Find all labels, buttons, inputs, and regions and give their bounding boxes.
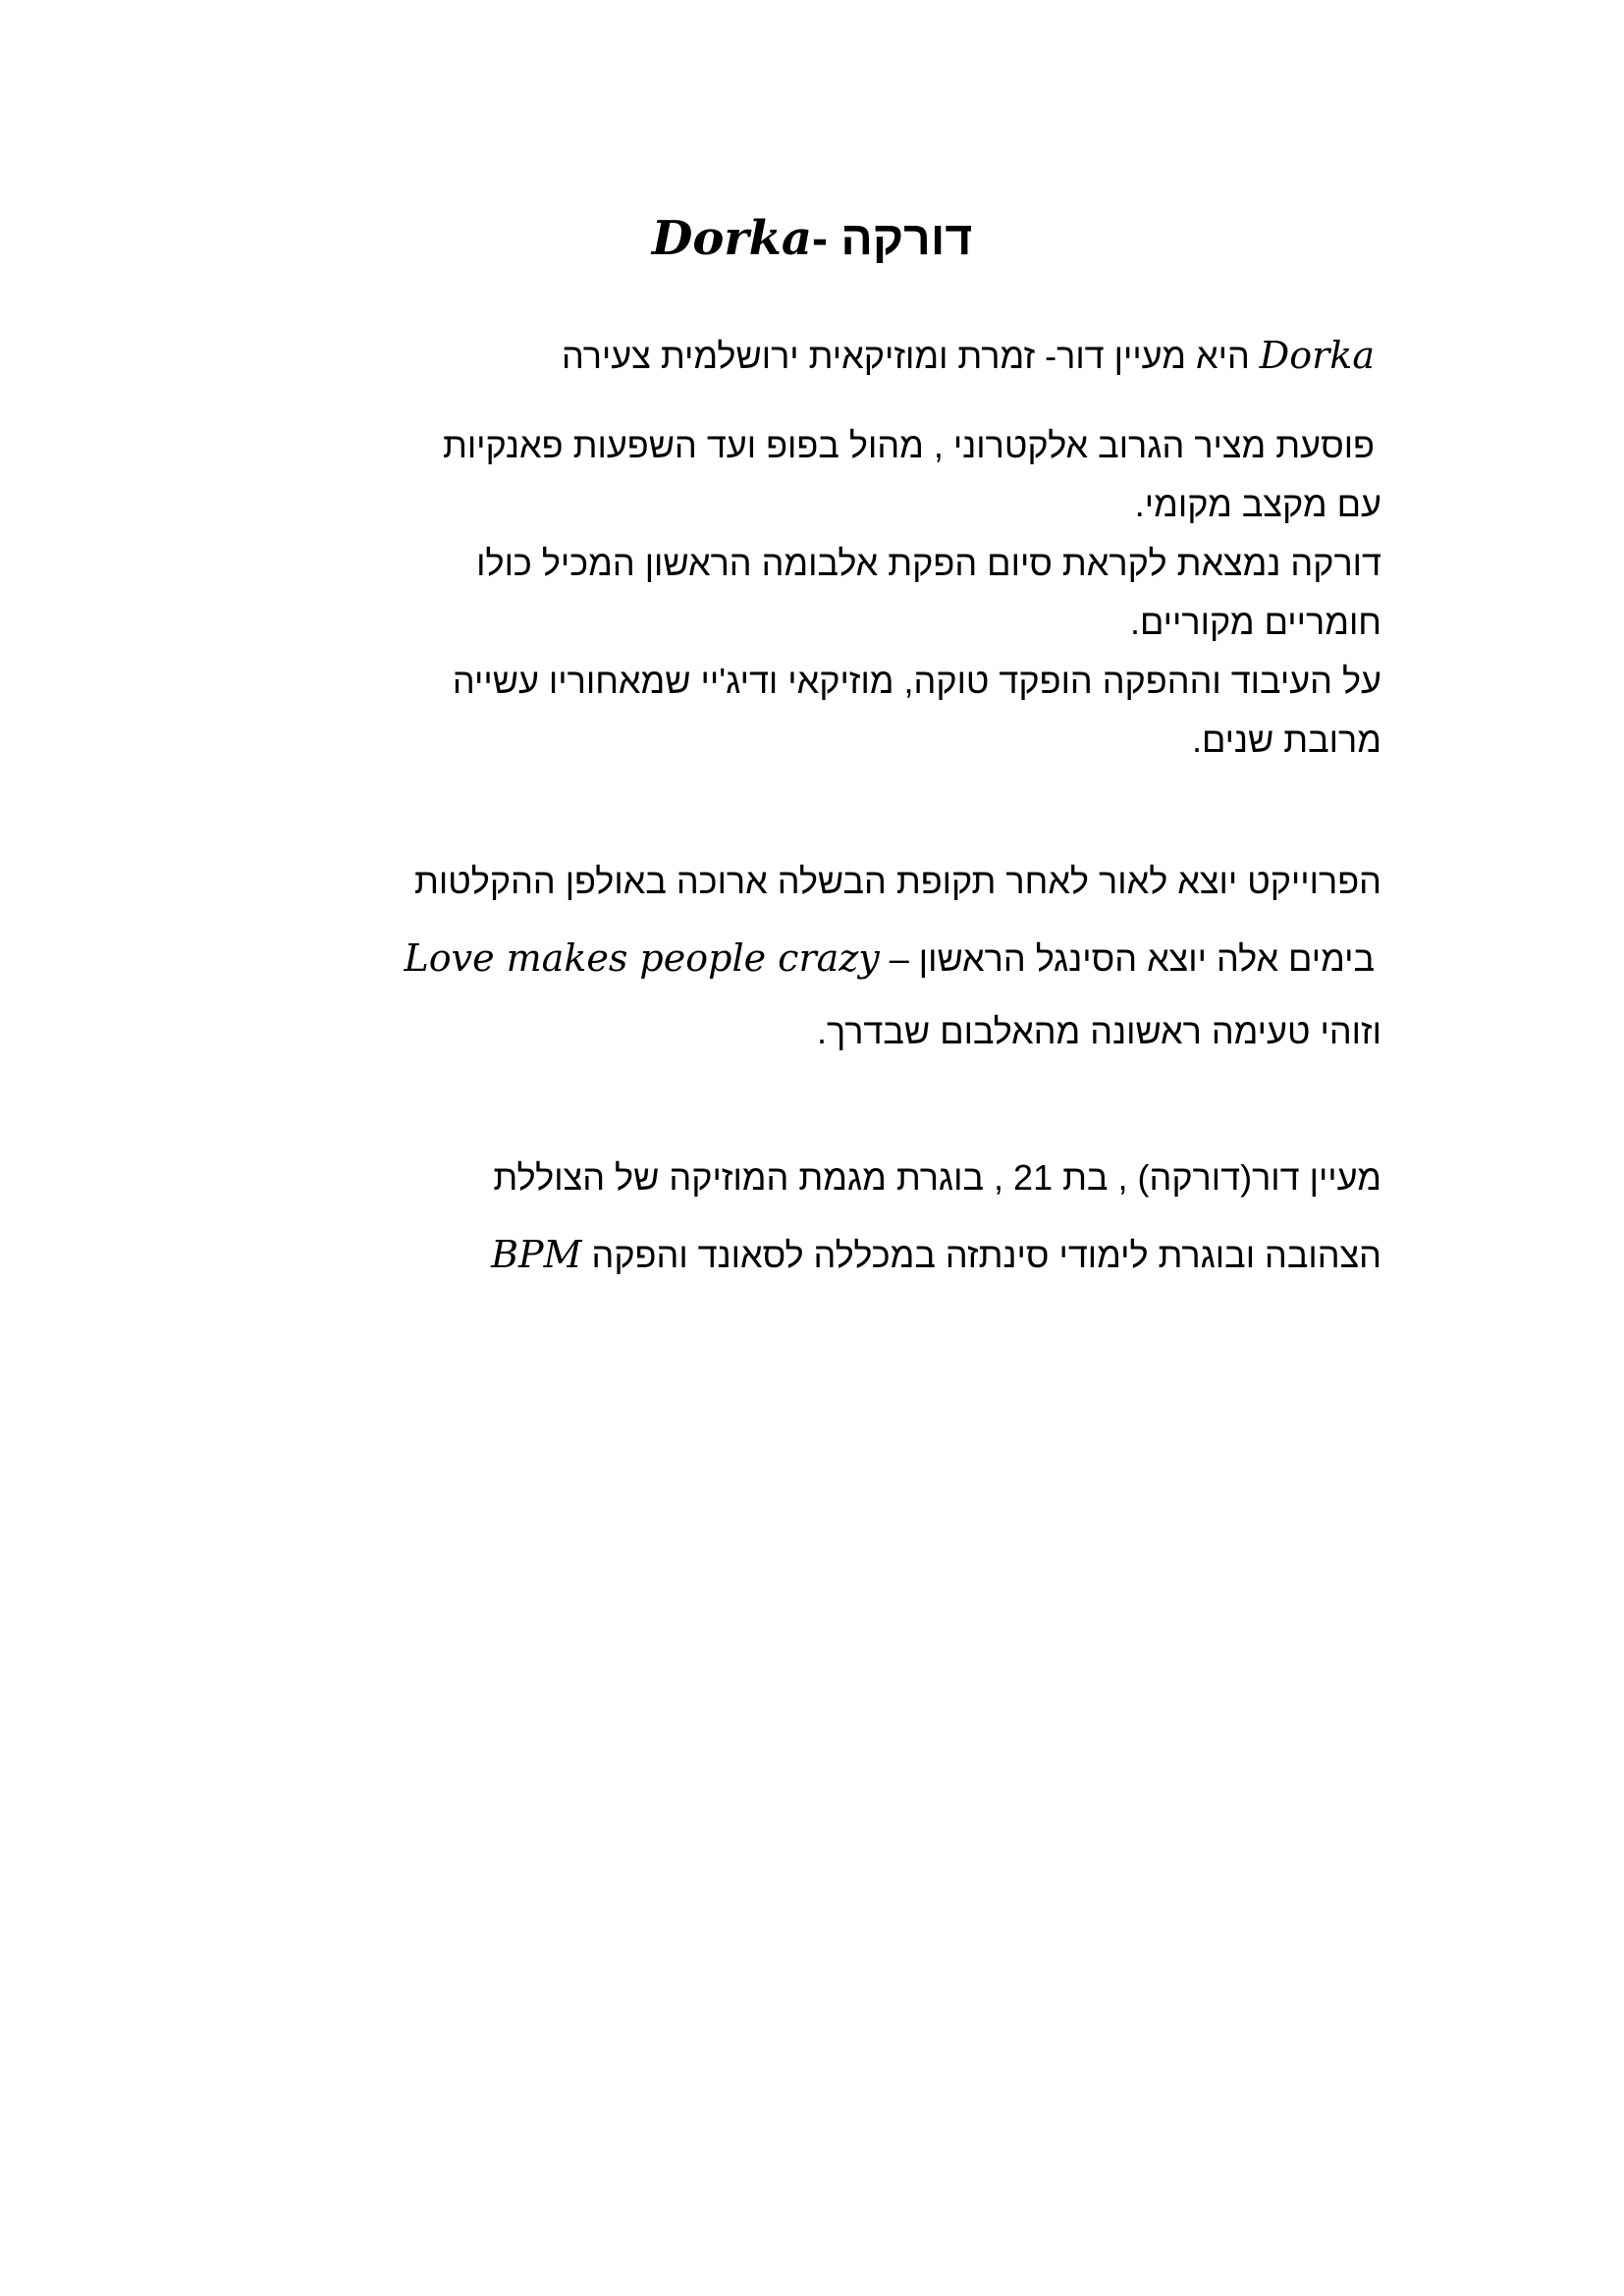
paragraph-1-line-5: חומריים מקוריים.: [1129, 602, 1381, 642]
line-text: הצהובה ובוגרת לימודי סינתזה במכללה לסאונד והפקה: [581, 1235, 1381, 1275]
paragraph-1-line-4: דורקה נמצאת לקראת סיום הפקת אלבומה הראשון המכיל כולו: [476, 543, 1381, 583]
inline-latin-single-title: Love makes people crazy: [404, 936, 880, 980]
paragraph-3-line-2: [491, 1227, 1381, 1283]
inline-latin-dorka: Dorka: [1259, 334, 1375, 377]
line-text: היא מעיין דור- זמרת ומוזיקאית ירושלמית צעירה: [561, 336, 1260, 376]
page-title: [0, 204, 1624, 274]
title-hebrew: - דורקה: [812, 213, 973, 265]
title-latin: Dorka: [651, 211, 813, 266]
inline-latin-bpm: BPM: [491, 1233, 582, 1276]
paragraph-1-line-2: פוסעת מציר הגרוב אלקטרוני , מהול בפופ ועד השפעות פאנקיות: [442, 425, 1375, 465]
paragraph-1-line-7: מרובת שנים.: [1191, 720, 1381, 760]
paragraph-1-line-3: עם מקצב מקומי.: [1134, 484, 1381, 524]
paragraph-1-line-6: על העיבוד וההפקה הופקד טוקה, מוזיקאי ודיג'יי שמאחוריו עשייה: [452, 661, 1381, 701]
paragraph-1-line-1: [562, 328, 1375, 384]
paragraph-3-line-1: מעיין דור(דורקה) , בת 21 , בוגרת מגמת המוזיקה של הצוללת: [493, 1157, 1381, 1198]
paragraph-2-line-3: וזוהי טעימה ראשונה מהאלבום שבדרך.: [817, 1011, 1381, 1051]
line-text: בימים אלה יוצא הסינגל הראשון –: [879, 938, 1375, 979]
paragraph-2-line-2: [405, 931, 1376, 987]
paragraph-2-line-1: הפרוייקט יוצא לאור לאחר תקופת הבשלה ארוכה באולפן ההקלטות: [414, 861, 1381, 901]
